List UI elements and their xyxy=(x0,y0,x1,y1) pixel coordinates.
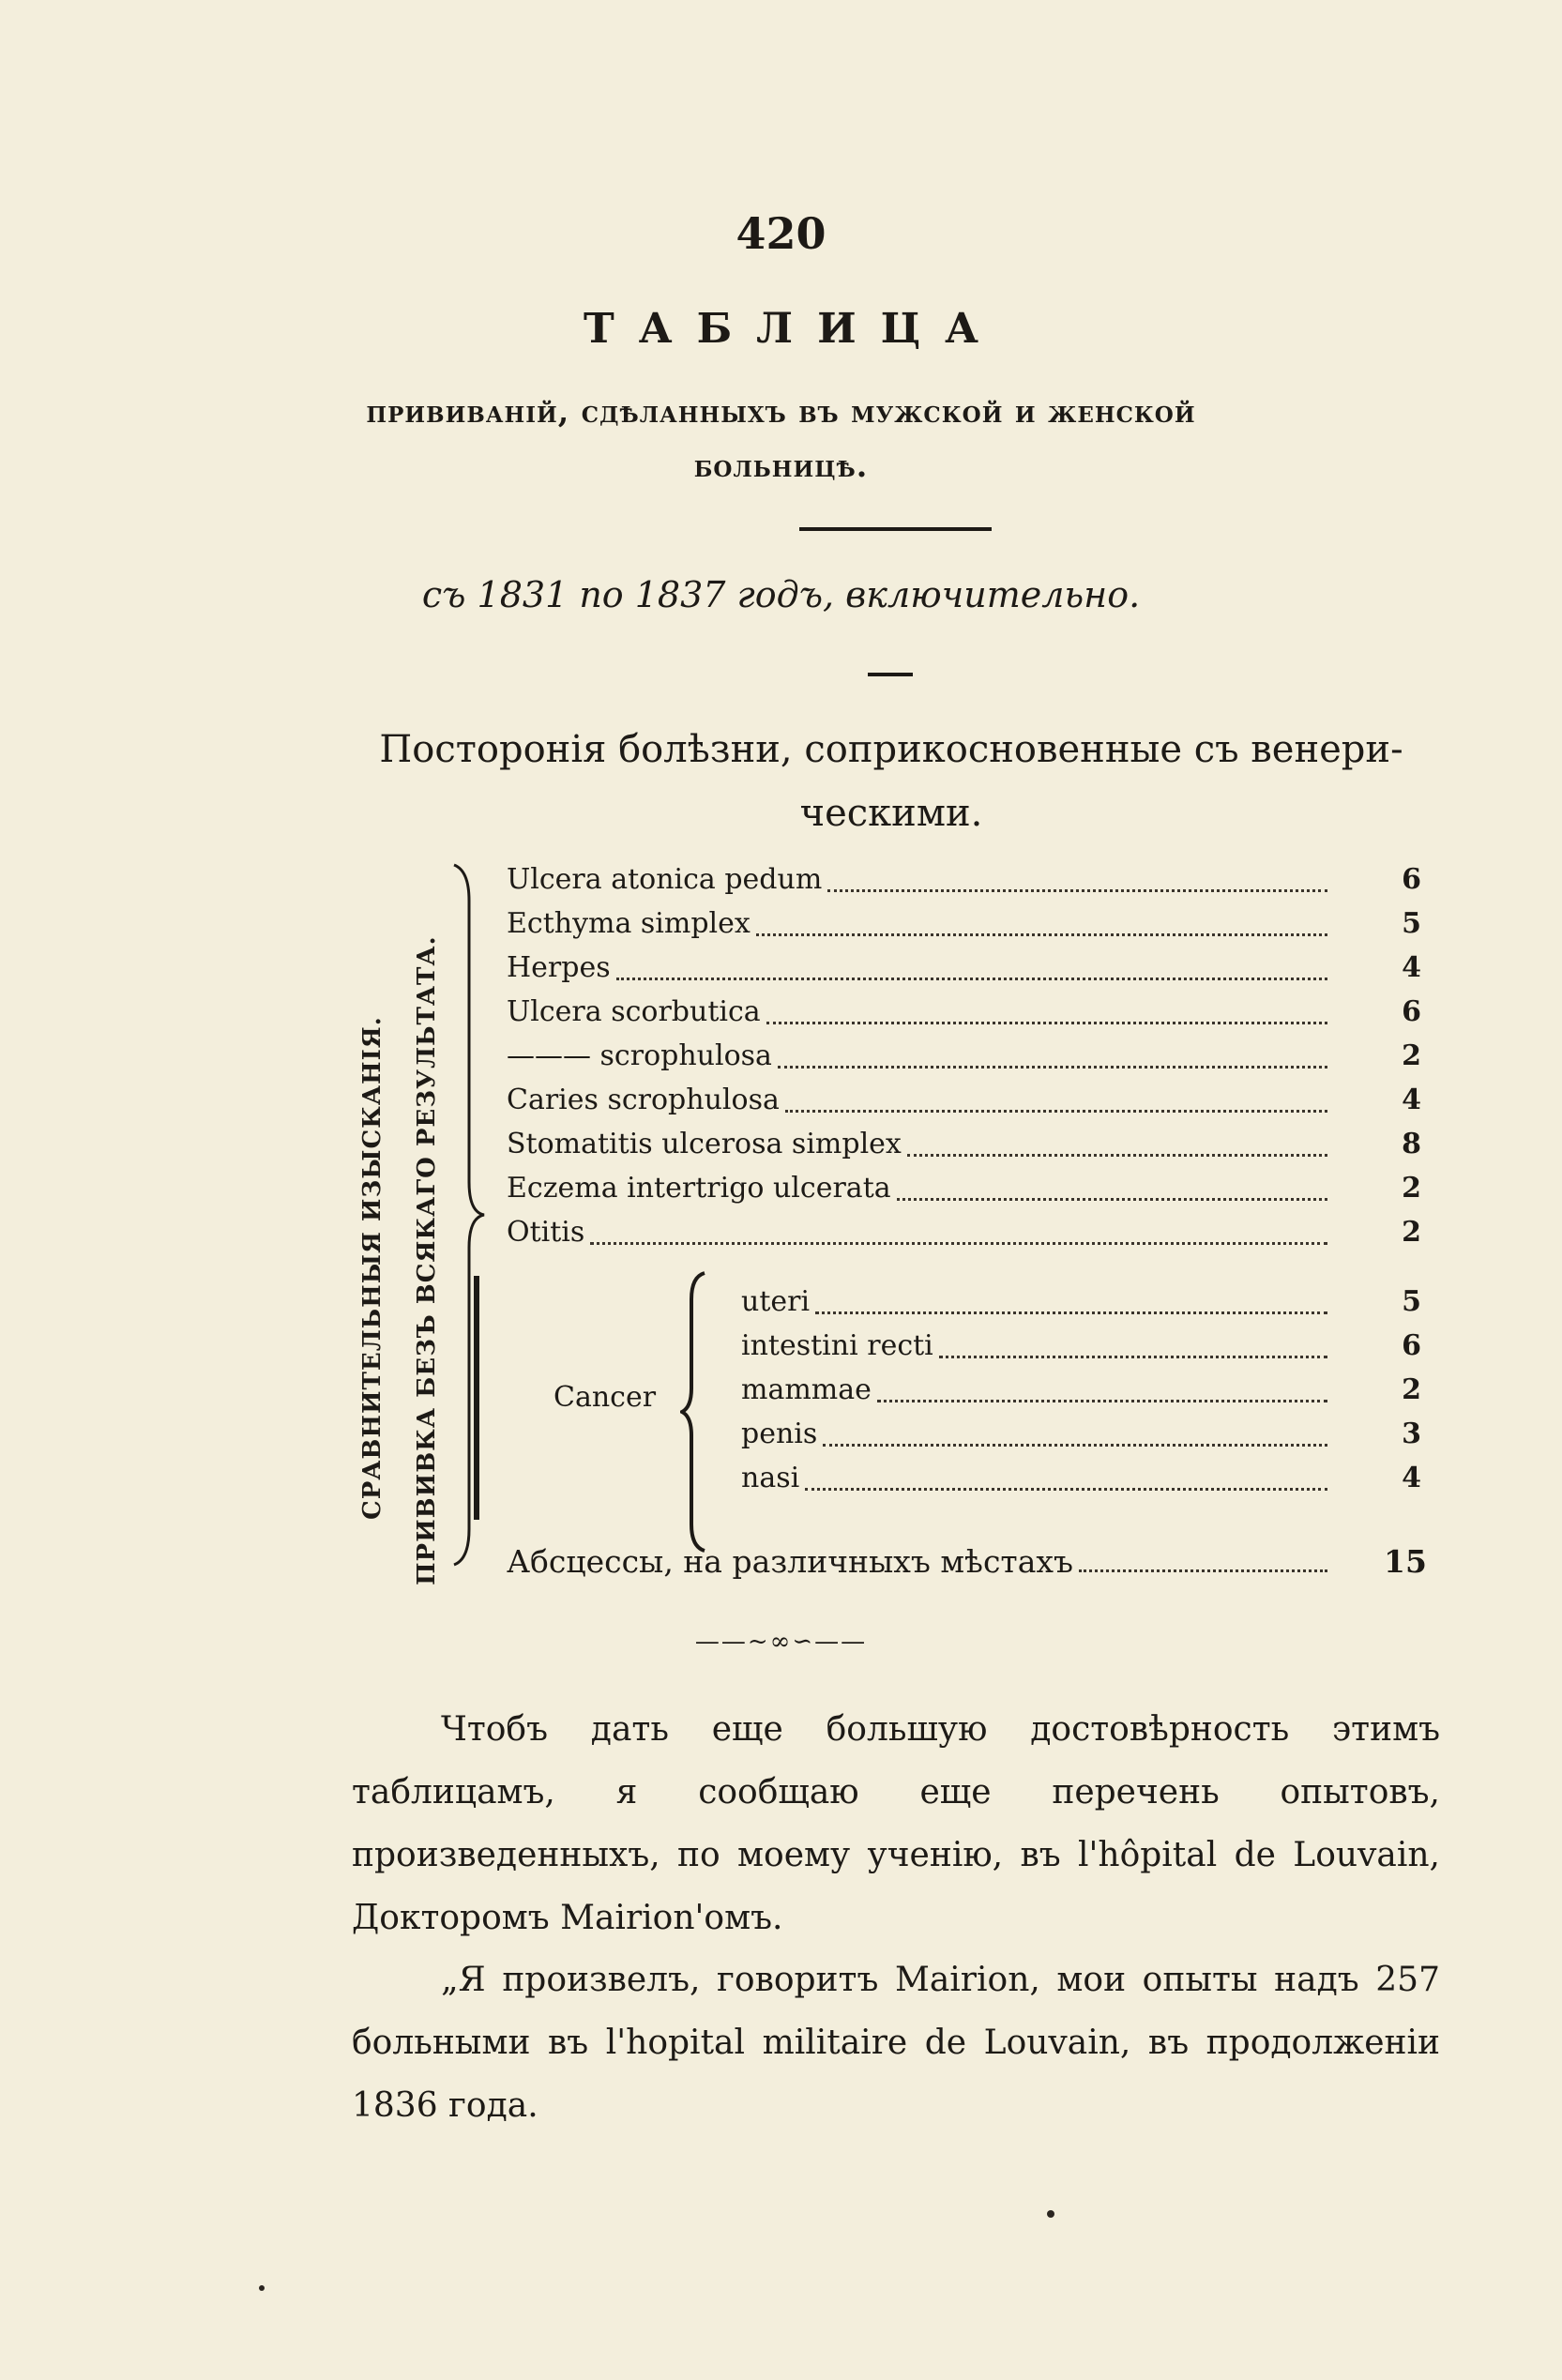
table-row-final-label: Абсцессы, на различныхъ мѣстахъ xyxy=(507,1543,1073,1580)
table-row-value: 8 xyxy=(1402,1128,1421,1160)
table-row-value: 6 xyxy=(1402,995,1421,1028)
side-label-outer: СРАВНИТЕЛЬНЫЯ ИЗЫСКАНІЯ. xyxy=(358,1016,387,1520)
side-label-inner: ПРИВИВКА БЕЗЪ ВСЯКАГО РЕЗУЛЬТАТА. xyxy=(413,935,441,1585)
table-row-leader xyxy=(785,1110,1327,1113)
subtitle xyxy=(0,385,1562,493)
table-row-label: Ulcera scorbutica xyxy=(507,995,761,1028)
cancer-row xyxy=(338,1285,1445,1323)
table-row-value: 2 xyxy=(1402,1039,1421,1072)
cancer-brace xyxy=(680,1271,708,1553)
table-row xyxy=(338,863,1445,901)
cancer-row-label: mammae xyxy=(741,1373,872,1406)
table-row-value: 2 xyxy=(1402,1172,1421,1205)
table-row-leader xyxy=(590,1242,1327,1245)
table-row-value: 5 xyxy=(1402,907,1421,940)
section-heading xyxy=(347,718,1435,845)
cancer-row-label: nasi xyxy=(741,1462,800,1494)
table-row-leader xyxy=(756,933,1327,936)
speck xyxy=(1047,2210,1054,2218)
table-row-label: Stomatitis ulcerosa simplex xyxy=(507,1128,902,1160)
cancer-row xyxy=(338,1417,1445,1455)
table-row-final-leader xyxy=(1079,1569,1327,1572)
ornament-divider: ——~∞∽—— xyxy=(694,1628,868,1656)
cancer-row-leader xyxy=(805,1488,1327,1491)
table-row-label: Ulcera atonica pedum xyxy=(507,863,823,896)
table-row-label: ——— scrophulosa xyxy=(507,1039,772,1072)
table-row xyxy=(338,1216,1445,1253)
section-heading-line-2: ческими. xyxy=(799,792,983,835)
cancer-row-leader xyxy=(823,1444,1327,1447)
cancer-row-value: 5 xyxy=(1402,1285,1421,1318)
cancer-label: Cancer xyxy=(554,1381,657,1414)
table-row-final-value: 15 xyxy=(1384,1543,1427,1580)
table-row-label: Caries scrophulosa xyxy=(507,1084,780,1116)
table-row xyxy=(338,951,1445,989)
speck xyxy=(259,2285,265,2291)
cancer-row xyxy=(338,1329,1445,1367)
table-row xyxy=(338,1039,1445,1077)
table-row xyxy=(338,1084,1445,1121)
paragraph-2-text: „Я произвелъ, говоритъ Mairion, мои опыты надъ 257 больными въ l'hopital militaire de Louvain, въ продолженіи 1836 года. xyxy=(352,1961,1440,2125)
table-row-label: Ecthyma simplex xyxy=(507,907,751,940)
table-row-value: 6 xyxy=(1402,863,1421,896)
table-row-leader xyxy=(778,1066,1327,1069)
period-line: съ 1831 по 1837 годъ, включительно. xyxy=(421,574,1141,615)
table-row xyxy=(338,1172,1445,1209)
section-heading-line-1: Посторонія болѣзни, соприкосновенные съ венери- xyxy=(379,728,1403,771)
table-row-leader xyxy=(766,1022,1327,1024)
paragraph-1-text: Чтобъ дать еще большую достовѣрность этимъ таблицамъ, я сообщаю еще перечень опытовъ, произведенныхъ, по моему ученію, въ l'hôpital de Louvain, Докторомъ Mairion'омъ. xyxy=(352,1710,1440,1937)
inoculation-table xyxy=(338,844,1445,1595)
cancer-row xyxy=(338,1462,1445,1499)
cancer-row-value: 6 xyxy=(1402,1329,1421,1362)
table-row xyxy=(338,1128,1445,1165)
table-row-label: Otitis xyxy=(507,1216,585,1249)
cancer-row xyxy=(338,1373,1445,1411)
table-row-leader xyxy=(907,1154,1327,1157)
cancer-row-value: 2 xyxy=(1402,1373,1421,1406)
paragraph-2 xyxy=(352,1948,1440,2137)
paragraph-1 xyxy=(352,1698,1440,1949)
page-title: ТАБЛИЦА xyxy=(583,305,1003,353)
cancer-row-label: uteri xyxy=(741,1285,811,1318)
cancer-row-value: 4 xyxy=(1402,1462,1421,1494)
table-row-label: Eczema intertrigo ulcerata xyxy=(507,1172,891,1205)
table-row xyxy=(338,907,1445,945)
table-row-value: 4 xyxy=(1402,1084,1421,1116)
table-row-label: Herpes xyxy=(507,951,611,984)
short-rule xyxy=(868,673,913,676)
cancer-row-value: 3 xyxy=(1402,1417,1421,1450)
cancer-row-leader xyxy=(939,1356,1327,1358)
title-rule xyxy=(799,527,992,531)
table-row-leader xyxy=(827,889,1327,892)
table-row xyxy=(338,995,1445,1033)
cancer-row-label: intestini recti xyxy=(741,1329,933,1362)
subtitle-line-2: больницѣ. xyxy=(693,447,869,484)
table-row-value: 4 xyxy=(1402,951,1421,984)
table-row-final xyxy=(338,1543,1445,1581)
page-number: 420 xyxy=(736,208,826,259)
cancer-row-leader xyxy=(815,1311,1327,1314)
cancer-row-label: penis xyxy=(741,1417,818,1450)
subtitle-line-1: прививаній, сдѣланныхъ въ мужской и женской xyxy=(366,393,1196,430)
cancer-row-leader xyxy=(877,1400,1327,1402)
table-row-leader xyxy=(616,978,1327,980)
table-row-value: 2 xyxy=(1402,1216,1421,1249)
table-row-leader xyxy=(897,1198,1327,1201)
